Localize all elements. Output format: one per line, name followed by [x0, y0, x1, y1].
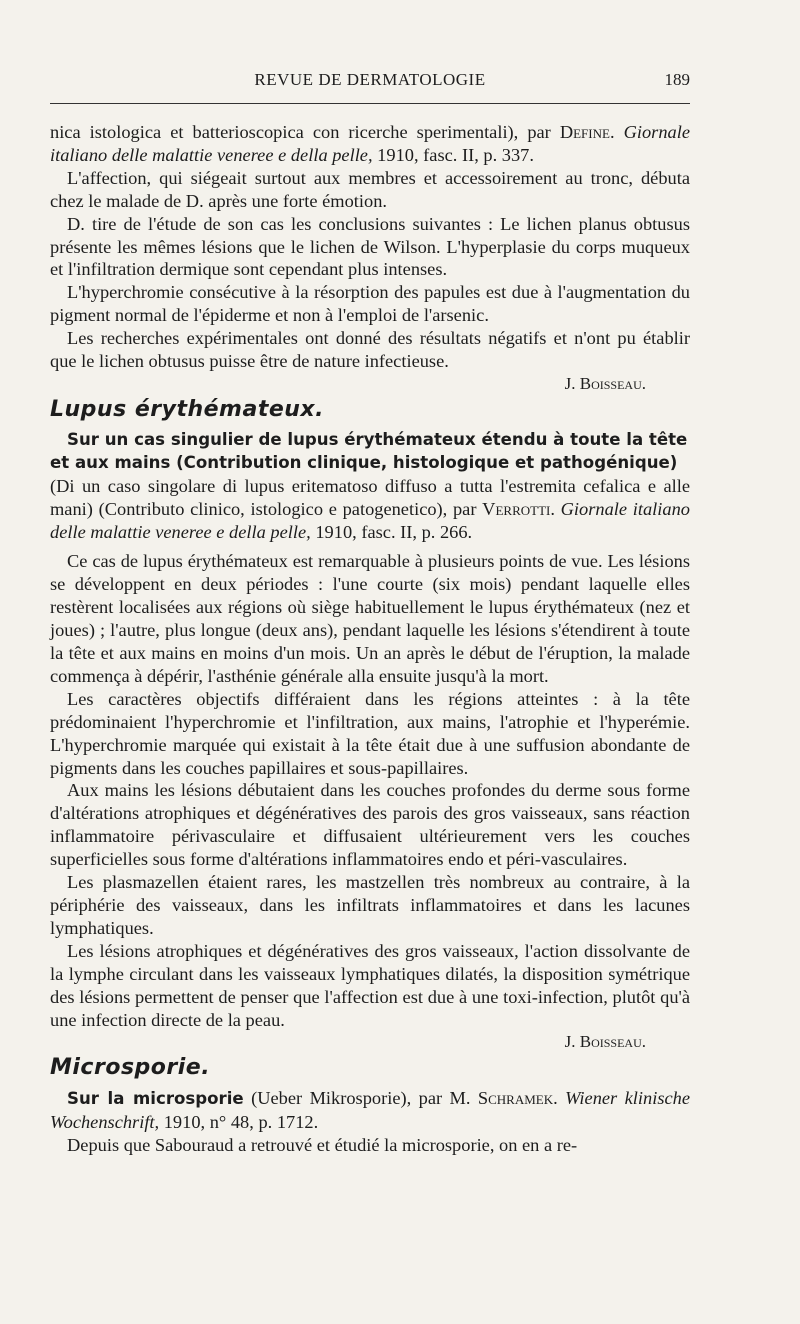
page-header	[50, 70, 690, 94]
article3-reference: Sur la microsporie (Ueber Mikrosporie), par M. Schramek. Wiener klinische Wochenschrift, 1910, n° 48, p. 1712.	[50, 1088, 690, 1133]
section-heading: Lupus érythémateux.	[50, 396, 324, 422]
paragraph: L'hyperchromie consécutive à la résorption des papules est due à l'augmentation du pigment normal de l'épiderme et non à l'emploi de l'arsenic.	[50, 282, 690, 326]
paragraph: D. tire de l'étude de son cas les conclusions suivantes : Le lichen planus obtusus présente les mêmes lésions que le lichen de Wilson. L'hyperplasie du corps muqueux et l'infiltration dermique sont cependant plus intenses.	[50, 213, 690, 280]
journal-title: Wiener klinische Wochenschrift,	[50, 1088, 690, 1133]
page-body	[50, 121, 690, 1157]
running-title: REVUE DE DERMATOLOGIE	[254, 70, 486, 89]
paragraph: Les lésions atrophiques et dégénératives des gros vaisseaux, l'action dissolvante de la lymphe circulant dans les vaisseaux lymphatiques dilatés, la disposition symétrique des lésions permettent de penser que l'affection est due à une toxi-infection, plutôt qu'à une infection directe de la peau.	[50, 940, 690, 1030]
signature: J. Boisseau.	[564, 1032, 646, 1052]
page-number: 189	[664, 70, 690, 89]
article1-reference: nica istologica et batterioscopica con ricerche sperimentali), par Define. Giornale italiano delle malattie veneree e della pelle, 1910, fasc. II, p. 337.	[50, 122, 690, 165]
journal-title: Giornale italiano delle malattie veneree e della pelle,	[50, 498, 690, 542]
section-heading: Microsporie.	[50, 1055, 211, 1081]
header-rule	[50, 103, 690, 104]
paragraph: Les caractères objectifs différaient dans les régions atteintes : à la tête prédominaient l'hyperchromie et l'infiltration, aux mains, l'atrophie et l'hyperémie. L'hyperchromie marquée qui existait à la tête était due à une suffusion abondante de pigments dans les couches papillaires et sous-papillaires.	[50, 688, 690, 778]
paragraph: Les plasmazellen étaient rares, les mastzellen très nombreux au contraire, à la périphérie des vaisseaux, dans les infiltrats inflammatoires et dans les lacunes lymphatiques.	[50, 872, 690, 938]
journal-title: Giornale italiano delle malattie veneree e della pelle,	[50, 122, 690, 165]
paragraph: Depuis que Sabouraud a retrouvé et étudié la microsporie, on en a re-	[67, 1135, 578, 1156]
article-title: Sur la microsporie	[67, 1089, 244, 1109]
author-name: Define.	[559, 122, 615, 142]
article-title: Sur un cas singulier de lupus érythémateux étendu à toute la tête	[67, 429, 688, 449]
paragraph: Aux mains les lésions débutaient dans les couches profondes du derme sous forme d'altérations atrophiques et dégénératives des parois des gros vaisseaux, sans réaction inflammatoire périvasculaire et diffusaient ultérieurement vers les couches superficielles sous forme d'altérations inflammatoires endo et péri-vasculaires.	[50, 780, 690, 870]
article-title: et aux mains (Contribution clinique, histologique et pathogénique)	[50, 452, 678, 472]
author-name: Verrotti.	[482, 498, 555, 519]
article2-reference: (Di un caso singolare di lupus eritematoso diffuso a tutta l'estremita cefalica e alle mani) (Contributo clinico, istologico e patogenetico), par Verrotti. Giornale italiano delle malattie veneree e della pelle, 1910, fasc. II, p. 266.	[50, 475, 690, 542]
signature: J. Boisseau.	[564, 373, 646, 393]
paragraph: Ce cas de lupus érythémateux est remarquable à plusieurs points de vue. Les lésions se développent en deux périodes : l'une courte (six mois) pendant laquelle elles restèrent localisées aux régions où siège habituellement le lupus érythémateux (nez et joues) ; l'autre, plus longue (deux ans), pendant laquelle les lésions s'étendirent à toute la tête et aux mains en moins d'un mois. Un an après le début de l'éruption, la malade commença à dépérir, l'asthénie générale alla ensuite jusqu'à la mort.	[50, 551, 690, 686]
author-name: Schramek.	[477, 1088, 558, 1109]
paragraph: Les recherches expérimentales ont donné des résultats négatifs et n'ont pu établir que le lichen obtusus puisse être de nature infectieuse.	[50, 328, 690, 372]
paragraph: L'affection, qui siégeait surtout aux membres et accessoirement au tronc, débuta chez le malade de D. après une forte émotion.	[50, 167, 690, 211]
